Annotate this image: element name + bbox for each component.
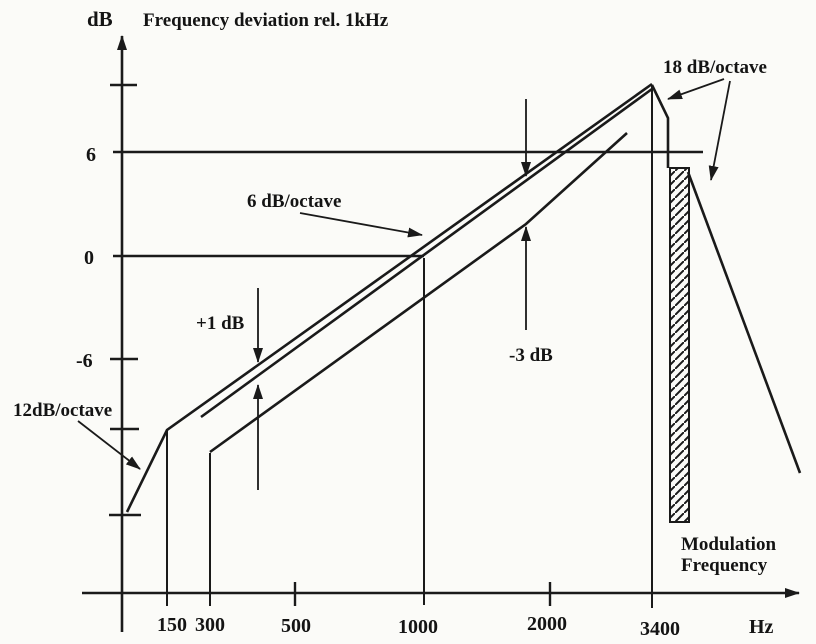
y-tick-label-0: 0 [84,247,94,269]
y-tick-label-6: 6 [86,144,96,166]
minus3db-label: -3 dB [509,345,553,366]
plus1db-label: +1 dB [196,313,245,334]
slope12-label: 12dB/octave [13,400,113,421]
slope18-callout-arrow-left [668,79,724,99]
nominal-curve [201,89,652,417]
x-axis-unit-label: Hz [749,616,774,638]
slope6-label: 6 dB/octave [247,191,342,212]
modulation-frequency-bar [670,168,689,522]
x-tick-label-500: 500 [281,615,311,637]
x-tick-label-3400: 3400 [640,618,680,640]
x-tick-label-2000: 2000 [527,613,567,635]
upper-limit-curve [127,84,652,512]
upper-rolloff-18db [652,85,668,168]
x-tick-label-300: 300 [195,614,225,636]
modulation-label-line2: Frequency [681,555,768,576]
y-tick-label-minus6: -6 [76,350,93,372]
slope18-callout-arrow-right [711,81,730,180]
slope18-label: 18 dB/octave [663,57,767,78]
lower-limit-curve [210,133,627,452]
x-tick-label-150: 150 [157,614,187,636]
y-axis-unit-label: dB [87,7,113,31]
modulation-label-line1: Modulation [681,534,777,555]
x-tick-label-1000: 1000 [398,616,438,638]
post-limit-rolloff-18db [688,172,800,473]
chart-title: Frequency deviation rel. 1kHz [143,10,389,31]
slope6-callout-arrow [300,213,422,235]
